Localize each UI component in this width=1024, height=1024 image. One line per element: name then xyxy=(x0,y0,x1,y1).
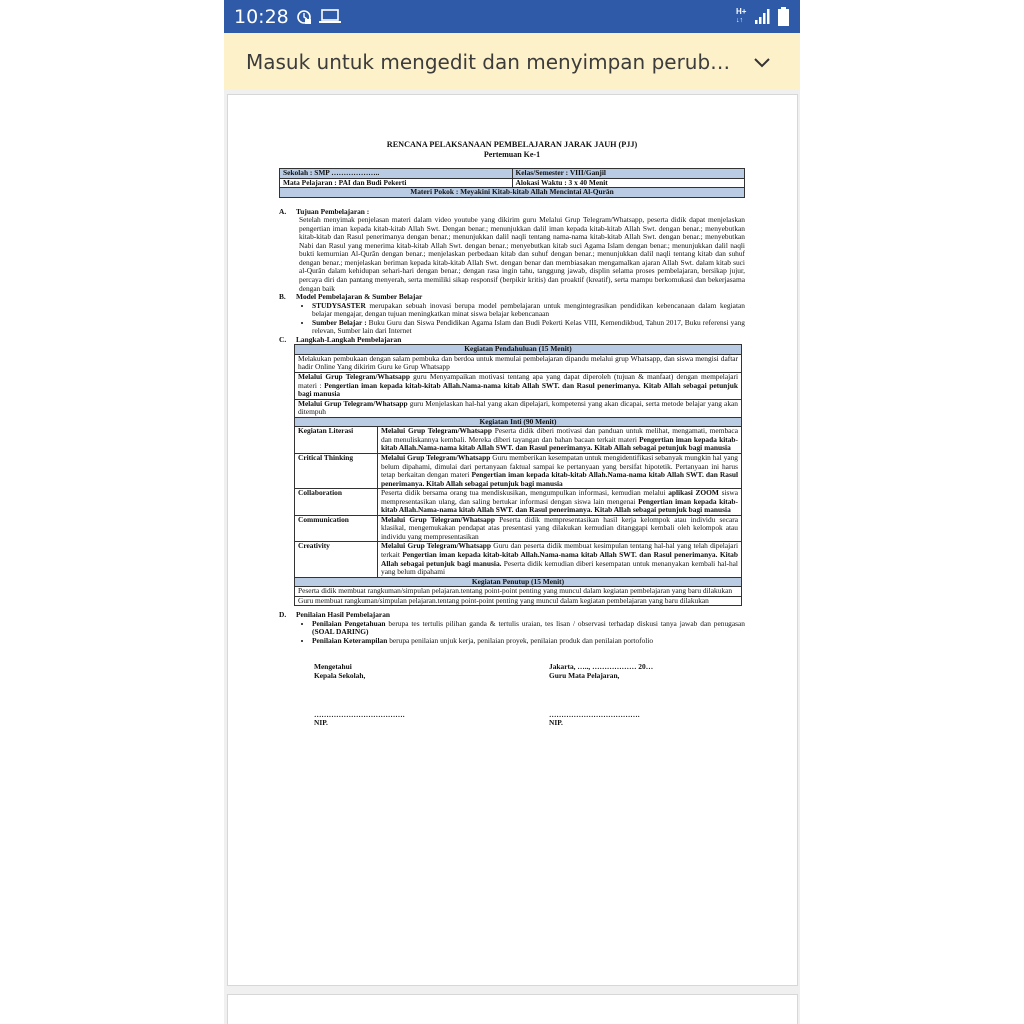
row-bold: Pengertian iman kepada kitab-kitab Allah.Nama-nama kitab Allah SWT. dan Rasul penerimanya. Kitab Allah sebagai petunjuk bagi manusia xyxy=(298,380,738,399)
penutup-title: Kegiatan Penutup (15 Menit) xyxy=(295,577,742,587)
section-d-title: Penilaian Hasil Pembelajaran xyxy=(296,610,391,620)
battery-icon xyxy=(778,7,789,31)
row-text: siswa mempresentasikan ulang, dan saling bertukar informasi dengan siswa lain mengenai xyxy=(381,488,738,506)
list-item-bold: STUDYSASTER xyxy=(312,300,366,310)
signature-left-line1: Mengetahui xyxy=(314,662,352,672)
inti-text xyxy=(378,427,742,454)
document-content xyxy=(279,139,745,743)
section-b-label: B. xyxy=(279,292,286,302)
row-bold: Melalui Grup Telegram/Whatsapp xyxy=(381,541,491,551)
row-text: Guru dan peserta didik membuat kesimpulan tentang hal-hal yang telah dipelajari terkait xyxy=(381,541,738,559)
row-bold: Melalui Grup Telegram/Whatsapp xyxy=(381,514,495,524)
section-b-title: Model Pembelajaran & Sumber Belajar xyxy=(296,292,423,302)
phone-screen xyxy=(224,0,800,1024)
network-type-icon: H+ ↓↑ xyxy=(736,7,747,24)
pendahuluan-row xyxy=(295,399,742,417)
section-c-label: C. xyxy=(279,334,287,344)
info-alokasi: Alokasi Waktu : 3 x 40 Menit xyxy=(512,178,745,188)
pendahuluan-row: Melakukan pembukaan dengan salam pembuka dan berdoa untuk memulai pembelajaran dipandu melalui grup Whatsapp, dan siswa mengisi daftar hadir Online Yang dikirim Guru ke Grup Whatsapp xyxy=(295,354,742,372)
row-bold: aplikasi ZOOM xyxy=(668,488,719,498)
info-table xyxy=(279,168,745,198)
list-item xyxy=(312,637,745,646)
status-bar xyxy=(224,0,800,33)
sign-in-banner[interactable] xyxy=(224,33,800,90)
row-bold: Pengertian iman kepada kitab-kitab Allah.Nama-nama kitab Allah SWT. dan Rasul penerimanya. Kitab Allah sebagai petunjuk bagi manusia. xyxy=(381,549,738,568)
row-text: Guru memberikan kesempatan untuk mengidentifikasi sebanyak mungkin hal yang belum dipahami, dimulai dari pertanyaan faktual sampai ke pertanyaan yang bersifat hipotetik. Pertanyaan ini harus tetap berkaitan dengan materi xyxy=(381,452,738,480)
list-item-text: berupa tes tertulis pilihan ganda & tertulis uraian, tes lisan / observasi terhadap diskusi tanya jawab dan penugasan xyxy=(385,618,745,628)
inti-text xyxy=(378,515,742,542)
section-d-list xyxy=(279,620,745,646)
info-kelas: Kelas/Semester : VIII/Ganjil xyxy=(512,169,745,179)
info-materi: Materi Pokok : Meyakini Kitab-kitab Allah Mencintai Al-Qurān xyxy=(280,188,745,198)
row-bold: Melalui Grup Telegram/Whatsapp xyxy=(381,426,492,436)
row-text: Peserta didik bersama orang tua mendiskusikan, mengumpulkan informasi, kemudian melalui xyxy=(381,488,669,498)
section-c-heading xyxy=(279,336,745,345)
signal-icon xyxy=(755,9,771,29)
list-item xyxy=(312,620,745,637)
row-bold: Pengertian iman kepada kitab-kitab Allah.Nama-nama kitab Allah SWT. dan Rasul penerimanya. Kitab Allah sebagai petunjuk bagi manusia xyxy=(381,470,738,488)
inti-label: Critical Thinking xyxy=(295,453,378,488)
info-sekolah: Sekolah : SMP ……………….. xyxy=(280,169,513,179)
section-a-label: A. xyxy=(279,206,287,216)
row-bold: Pengertian iman kepada kitab-kitab Allah.Nama-nama kitab Allah SWT. dan Rasul penerimanya. Kitab Allah sebagai petunjuk bagi manusia xyxy=(381,434,738,453)
row-bold: Melalui Grup Telegram/Whatsapp xyxy=(298,398,408,408)
list-item xyxy=(312,302,745,319)
signature-right-nip: NIP. xyxy=(549,718,563,728)
status-time: 10:28 xyxy=(234,6,289,28)
row-text: guru Menjelaskan hal-hal yang akan dipelajari, kompetensi yang akan dicapai, serta metode belajar yang akan ditempuh xyxy=(298,398,738,417)
signature-left-nip: NIP. xyxy=(314,718,328,728)
list-item-bold: Penilaian Keterampilan xyxy=(312,635,388,645)
pendahuluan-row xyxy=(295,373,742,400)
signature-right-dots: ………………………………. xyxy=(549,709,640,719)
laptop-icon xyxy=(319,9,341,28)
penutup-row: Guru membuat rangkuman/simpulan pelajaran.tentang point-point penting yang muncul dalam kegiatan pembelajaran yang baru dilakukan xyxy=(295,596,742,606)
list-item-bold: (SOAL DARING) xyxy=(312,627,369,637)
document-subtitle: Pertemuan Ke-1 xyxy=(483,150,541,159)
section-a-title: Tujuan Pembelajaran : xyxy=(296,206,370,216)
signature-right-line1: Jakarta, ….., ……………… 20… xyxy=(549,662,654,672)
signature-block xyxy=(279,663,745,743)
pendahuluan-title: Kegiatan Pendahuluan (15 Menit) xyxy=(295,345,742,355)
next-document-page[interactable] xyxy=(227,994,798,1024)
alarm-clock-icon xyxy=(296,8,312,30)
list-item xyxy=(312,319,745,336)
inti-label: Kegiatan Literasi xyxy=(295,427,378,454)
list-item-bold: Penilaian Pengetahuan xyxy=(312,618,386,628)
section-c-title: Langkah-Langkah Pembelajaran xyxy=(296,334,402,344)
row-text: Peserta didik mempresentasikan hasil kerja kelompok atau individu secara klasikal, mengemukakan pendapat atas presentasi yang dilakukan kemudian ditanggapi kembali oleh kelompok atau individu yang mempresentasikan xyxy=(381,514,739,541)
signature-left-dots: ………………………………. xyxy=(314,709,405,719)
list-item-text: berupa penilaian unjuk kerja, penilaian proyek, penilaian produk dan penilaian portofolio xyxy=(387,635,654,645)
inti-label: Creativity xyxy=(295,542,378,577)
list-item-bold: Sumber Belajar : xyxy=(312,317,367,327)
row-bold: Melalui Grup Telegram/Whatsapp xyxy=(298,372,410,382)
inti-title: Kegiatan Inti (90 Menit) xyxy=(295,417,742,427)
signature-right xyxy=(549,663,653,727)
section-b-list xyxy=(279,302,745,336)
signature-left xyxy=(314,663,405,727)
row-bold: Melalui Grup Telegram/Whatsapp xyxy=(381,452,491,462)
document-page[interactable] xyxy=(227,94,798,986)
inti-text xyxy=(378,542,742,577)
document-title: RENCANA PELAKSANAAN PEMBELAJARAN JARAK JAUH (PJJ) xyxy=(386,140,638,149)
row-text: Peserta didik diberi motivasi dan panduan untuk melihat, mengamati, membaca dan menuliskannya kembali. Mereka diberi tayangan dan bahan bacaan terkait materi xyxy=(381,426,738,444)
row-bold: Pengertian iman kepada kitab-kitab Allah.Nama-nama kitab Allah SWT. dan Rasul penerimanya. Kitab Allah sebagai petunjuk bagi manusia xyxy=(381,496,738,515)
signature-right-line2: Guru Mata Pelajaran, xyxy=(549,670,620,680)
inti-label: Communication xyxy=(295,515,378,542)
inti-label: Collaboration xyxy=(295,489,378,516)
section-d-label: D. xyxy=(279,610,287,620)
steps-table xyxy=(294,344,742,606)
list-item-text: merupakan sebuah inovasi berupa model pembelajaran untuk mengintegrasikan pendidikan kebencanaan dalam kegiatan belajar mengajar, dengan tujuan meningkatkan minat siswa belajar kebencanaan xyxy=(312,300,745,319)
list-item-text: Buku Guru dan Siswa Pendidikan Agama Islam dan Budi Pekerti Kelas VIII, Kemendikbud, Tahun 2017, Buku referensi yang relevan, Sumber lain dari Internet xyxy=(312,317,745,336)
penutup-row: Peserta didik membuat rangkuman/simpulan pelajaran.tentang point-point penting yang muncul dalam kegiatan pembelajaran yang baru dilakukan xyxy=(295,587,742,597)
banner-text: Masuk untuk mengedit dan menyimpan perub… xyxy=(246,50,731,74)
network-type-label: H+ xyxy=(736,7,747,16)
row-text: Peserta didik kemudian diberi kesempatan untuk menanyakan kembali hal-hal yang belum dipahami xyxy=(381,558,738,577)
info-mapel: Mata Pelajaran : PAI dan Budi Pekerti xyxy=(280,178,513,188)
inti-text xyxy=(378,453,742,488)
signature-left-line2: Kepala Sekolah, xyxy=(314,670,366,680)
row-text: guru Menyampaikan motivasi tentang apa yang dapat diperoleh (tujuan & manfaat) dengan mempelajari materi : xyxy=(298,372,738,390)
inti-text xyxy=(378,489,742,516)
chevron-down-icon[interactable] xyxy=(754,55,770,73)
section-a-text: Setelah menyimak penjelasan materi dalam video youtube yang dikirim guru Melalui Grup Telegram/Whatsapp, peserta didik dapat menjelaskan pengertian iman kepada kitab-kitab Allah Swt. Dengan benar.; menunjukkan dalil iman kepada kitab-kitab Allah Swt. dengan benar.; menyebutkan kitab-kitab dan Rasul penerimanya dengan benar.; menunjukkan dalil naqli tentang nama-nama kitab-kitab Allah Swt. dengan benar.; menyebutkan Nabi dan Rasul yang menerima kitab-kitab Allah Swt. dengan benar.; menyebutkan kitab suci Agama Islam dengan benar.; menunjukkan dalil naqli bukti kemurnian Al-Qurān dengan benar.; menjelaskan perbedaan kitab dan suhuf dengan benar.; menunjukkan dalil naqli tentang kitab dan suhuf dengan benar.; menjelaskan beriman kepada kitab-kitab Allah Swt. dengan benar dan membiasakan mengamalkan ajaran Allah Swt. dalam kitab suci al-Qurān dalam kehidupan sehari-hari dengan benar.; dengan rasa ingin tahu, tanggung jawab, displin selama proses pembelajaran, bersikap jujur, percaya diri dan pantang menyerah, serta memiliki sikap responsif (berpikir kritis) dan proaktif (kreatif), serta mampu berkomukasi dan bekerjasama dengan baik xyxy=(299,215,745,293)
